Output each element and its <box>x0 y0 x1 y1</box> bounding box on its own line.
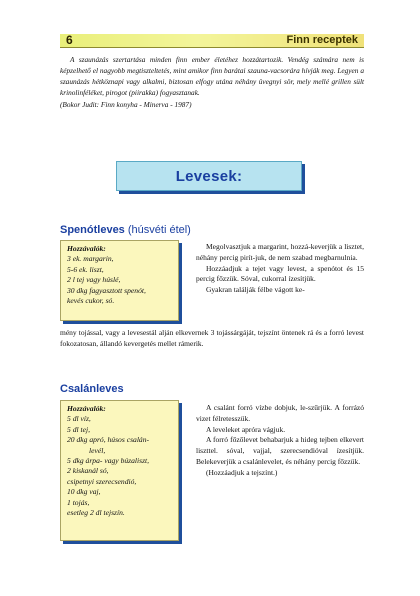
intro-text: A szaunázás szertartása minden finn ember életéhez hozzátartozik. Vendég számára nem is képzelhető el nagyobb megtiszteltetés, mint amikor finn barátai szauna-vacsorára hívják meg. Legyen a szaunázás hétköznapi vagy alkalmi, biztosan elfogy utána néhány üvegnyi sör, mely mellé grillen sült krinolinféléket, pirogot (piirakka) fogyasztanak. <box>60 55 364 97</box>
ingredient-item: 2 l tej vagy húslé, <box>67 275 121 285</box>
ingredients-box-spenotleves <box>60 240 179 321</box>
recipe-subtitle: (húsvéti étel) <box>127 224 191 236</box>
intro-block <box>60 55 364 111</box>
ingredient-item: csipetnyi szerecsendió, <box>67 476 137 486</box>
ingredient-item: esetleg 2 dl tejszín. <box>67 508 125 518</box>
method-paragraph: (Hozzáadjuk a tejszínt.) <box>206 467 278 477</box>
ingredient-item: 2 kiskanál só, <box>67 466 109 476</box>
method-full-spenotleves <box>60 328 364 350</box>
recipe-title-text: Spenótleves <box>60 224 125 236</box>
page-header-bar <box>60 34 364 48</box>
ingredient-item: 5 dl tej, <box>67 424 90 434</box>
ingredient-item: levél, <box>89 445 106 455</box>
method-side-spenotleves <box>196 242 364 296</box>
method-paragraph: A csalánt forró vízbe dobjuk, le-szűrjük. A forrázó vizet félretesszük. <box>196 403 364 423</box>
ingredients-heading: Hozzávalók: <box>67 404 106 413</box>
ingredient-item: 20 dkg apró, húsos csalán- <box>67 435 150 445</box>
section-title: Levesek: <box>175 167 243 185</box>
ingredient-item: kevés cukor, só. <box>67 296 115 306</box>
method-paragraph: Gyakran találják félbe vágott ke- <box>206 285 305 295</box>
ingredient-item: 1 tojás, <box>67 497 90 507</box>
method-side-csalanleves <box>196 403 364 479</box>
section-banner <box>116 161 302 191</box>
ingredient-item: 5 dl víz, <box>67 414 91 424</box>
method-paragraph: Hozzáadjuk a tejet vagy levest, a spenótot és 15 percig főzzük. Sóval, cukorral ízesítjük. <box>196 263 364 284</box>
method-paragraph: A forró főzőlevet behabarjuk a hideg tejben elkevert liszttel. sóval, vajjal, szerecsendióval ízesítjük. Belekeverjük a csalánlevelet, és néhány percig főzzük. <box>196 435 364 466</box>
ingredient-item: 5-6 ek. liszt, <box>67 264 104 274</box>
recipe-title-text: Csalánleves <box>60 383 124 395</box>
ingredient-item: 3 ek. margarin, <box>67 254 114 264</box>
ingredient-item: 10 dkg vaj, <box>67 487 101 497</box>
method-paragraph: Megolvasztjuk a margarint, hozzá-keverjük a lisztet, néhány percig pirít-juk, de nem szabad megbarnulnia. <box>196 242 364 262</box>
ingredients-box-csalanleves <box>60 400 179 541</box>
ingredient-item: 5 dkg árpa- vagy búzaliszt, <box>67 456 150 466</box>
recipe-title-csalanleves <box>60 383 124 395</box>
recipe-title-spenotleves <box>60 224 191 236</box>
ingredients-heading: Hozzávalók: <box>67 244 106 253</box>
method-paragraph: A leveleket apróra vágjuk. <box>206 424 286 434</box>
intro-source: (Bokor Judit: Finn konyha - Minerva - 1987) <box>60 99 192 109</box>
page-number: 6 <box>66 33 73 47</box>
ingredient-item: 30 dkg fagyasztott spenót, <box>67 285 146 295</box>
method-paragraph: mény tojással, vagy a levesestál alján elkevernek 3 tojássárgáját, tejszínt öntenek rá és a forró levest fokozatosan, állandó kevergetés mellet rámerik. <box>60 328 364 348</box>
running-title: Finn receptek <box>286 34 358 46</box>
